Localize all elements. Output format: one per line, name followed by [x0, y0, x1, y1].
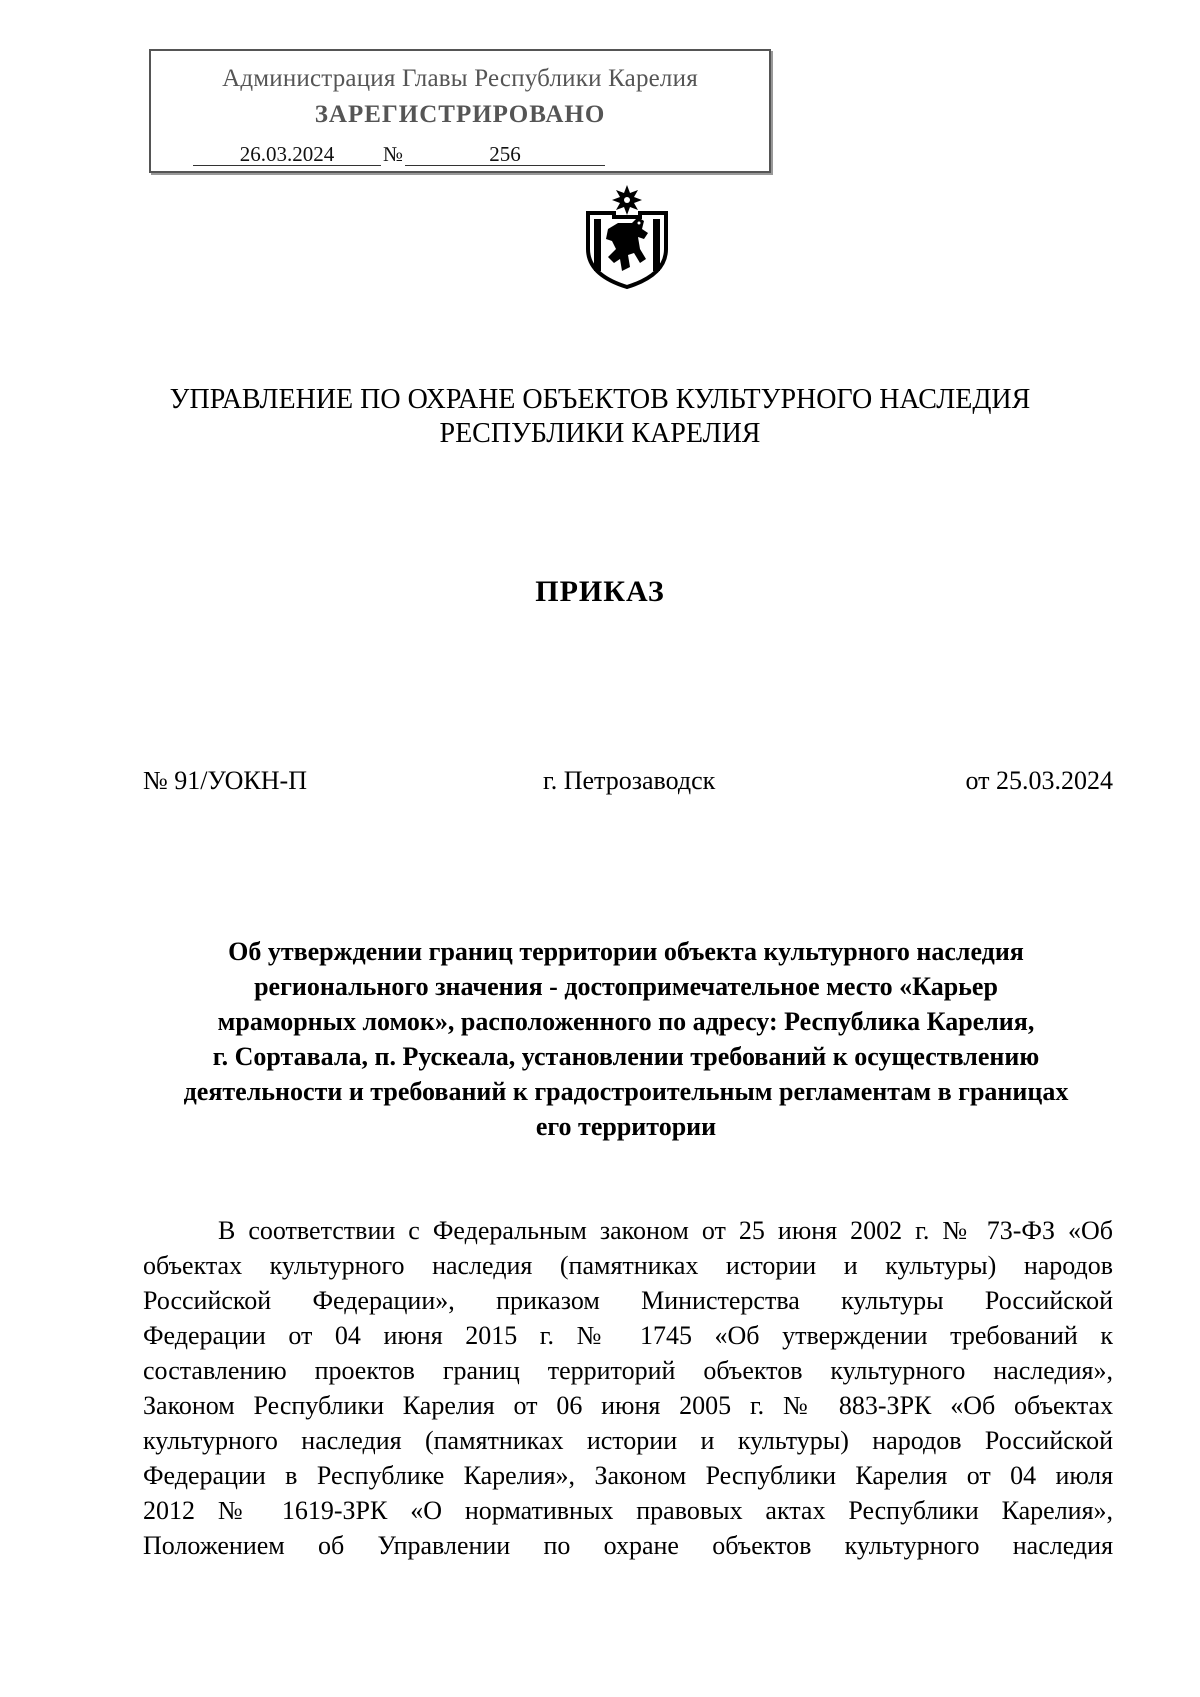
organization-line-2: РЕСПУБЛИКИ КАРЕЛИЯ [439, 418, 761, 449]
body-line: Положением об Управлении по охране объектов культурного наследия [143, 1531, 1114, 1560]
stamp-date: 26.03.2024 [193, 143, 381, 166]
title-line: его территории [535, 1112, 717, 1141]
body-line: Законом Республики Карелия от 06 июня 2005 г. № 883-ЗРК «Об объектах [143, 1391, 1114, 1420]
registration-stamp [149, 49, 771, 173]
order-city: г. Петрозаводск [543, 766, 716, 795]
body-line: культурного наследия (памятниках истории и культуры) народов Российской [143, 1426, 1114, 1455]
organization-header [0, 383, 1200, 451]
stamp-number-sign: № [382, 142, 404, 166]
order-meta-row [143, 766, 1113, 800]
body-line: составлению проектов границ территорий объектов культурного наследия», [143, 1356, 1114, 1385]
order-number: № 91/УОКН-П [143, 766, 307, 795]
organization-line-1: УПРАВЛЕНИЕ ПО ОХРАНЕ ОБЪЕКТОВ КУЛЬТУРНОГО НАСЛЕДИЯ [169, 384, 1031, 415]
title-line: г. Сортавала, п. Рускеала, установлении требований к осуществлению [212, 1042, 1040, 1071]
body-line: Российской Федерации», приказом Министерства культуры Российской [143, 1286, 1114, 1315]
body-line: В соответствии с Федеральным законом от 25 июня 2002 г. № 73-ФЗ «Об [218, 1216, 1114, 1245]
document-type: ПРИКАЗ [535, 575, 665, 608]
stamp-registration-row [193, 142, 605, 167]
body-line: 2012 № 1619-ЗРК «О нормативных правовых актах Республики Карелия», [143, 1496, 1114, 1525]
order-date: от 25.03.2024 [965, 766, 1113, 795]
order-body [143, 1213, 1113, 1563]
title-line: регионального значения - достопримечательное место «Карьер [254, 972, 998, 1001]
title-line: Об утверждении границ территории объекта культурного наследия [228, 937, 1024, 966]
title-line: деятельности и требований к градостроительным регламентам в границах [183, 1077, 1069, 1106]
body-line: объектах культурного наследия (памятниках истории и культуры) народов [143, 1251, 1114, 1280]
title-line: мраморных ломок», расположенного по адресу: Республика Карелия, [217, 1007, 1035, 1036]
stamp-registered-label: ЗАРЕГИСТРИРОВАНО [314, 101, 606, 128]
karelia-coat-of-arms-icon [584, 183, 670, 289]
body-line: Федерации в Республике Карелия», Законом Республики Карелия от 04 июля [143, 1461, 1114, 1490]
stamp-authority: Администрация Главы Республики Карелия [222, 65, 698, 92]
order-title [140, 934, 1112, 1144]
body-line: Федерации от 04 июня 2015 г. № 1745 «Об утверждении требований к [143, 1321, 1113, 1350]
stamp-number: 256 [405, 143, 605, 166]
